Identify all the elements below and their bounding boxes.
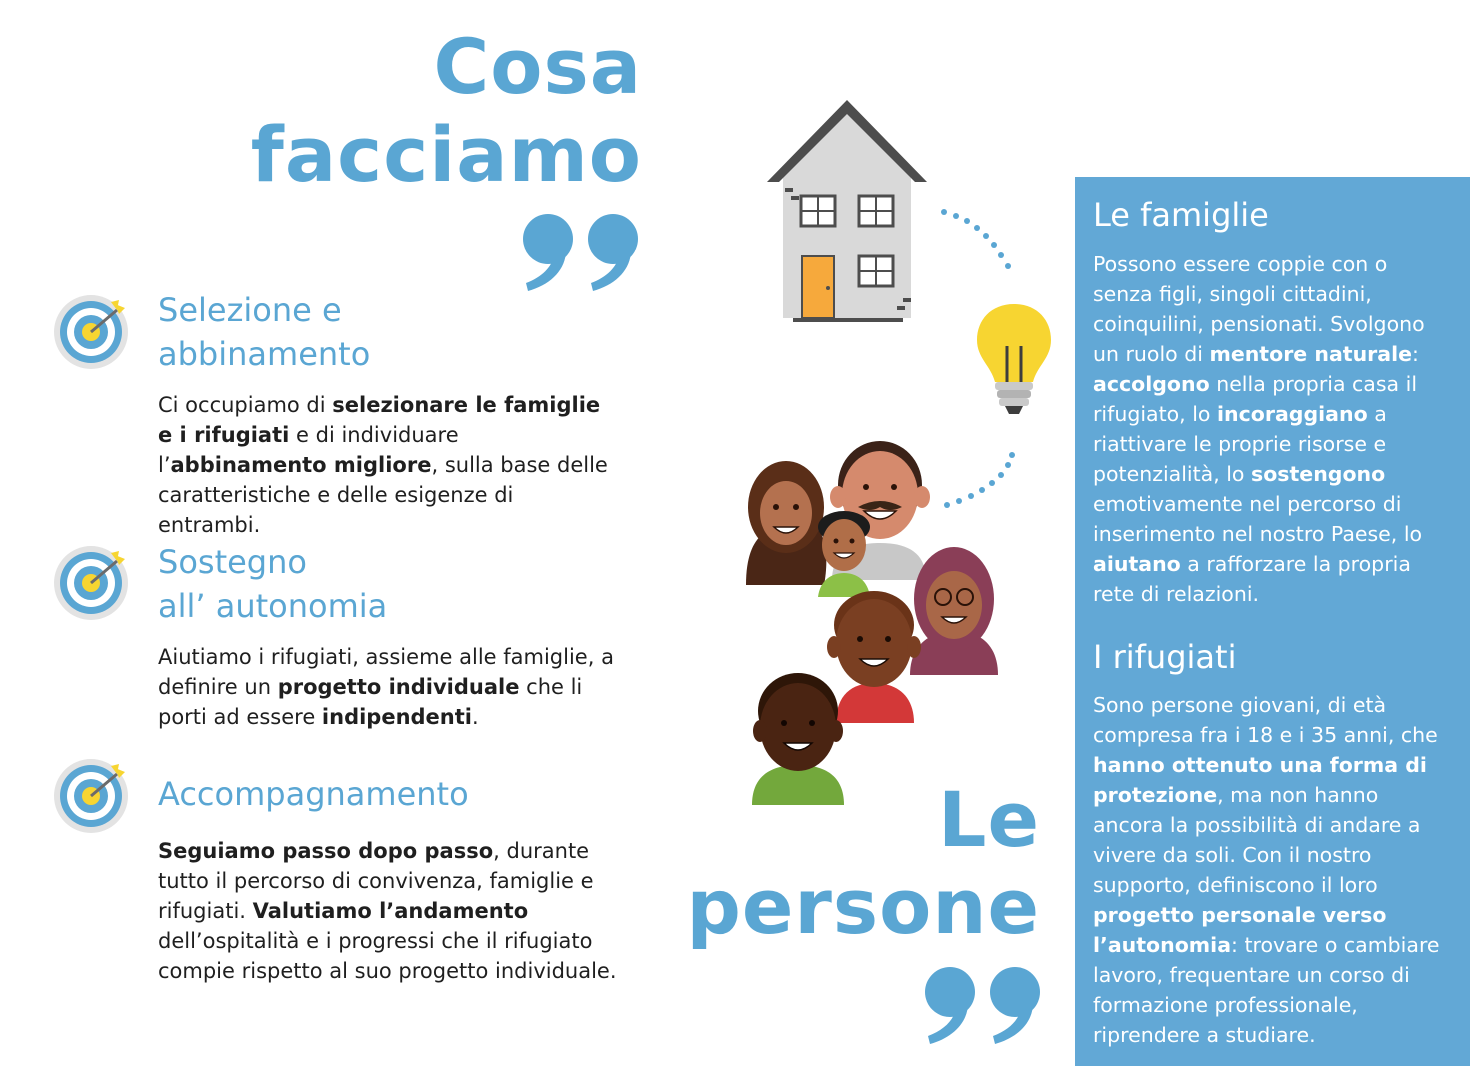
text-segment: a riattivare le proprie risorse e potenzialità, lo — [1093, 402, 1387, 486]
text-segment: dell’ospitalità e i progressi che il rifugiato compie rispetto al suo progetto individuale. — [158, 929, 617, 983]
dotted-arc-top — [930, 200, 1030, 294]
bold-text-segment: indipendenti — [321, 705, 472, 729]
text-segment: Possono essere coppie con o senza figli, singoli cittadini, coinquilini, pensionati. Svolgono un ruolo di — [1093, 252, 1425, 366]
bold-text-segment: aiutano — [1093, 552, 1181, 576]
bold-text-segment: sostengono — [1251, 462, 1386, 486]
title-cosa: Cosa — [433, 22, 642, 111]
bold-text-segment: progetto personale verso l’autonomia — [1093, 903, 1387, 957]
bold-text-segment: incoraggiano — [1216, 402, 1368, 426]
text-segment: a rafforzare la propria rete di relazioni. — [1093, 552, 1411, 606]
text-segment: : — [1412, 342, 1419, 366]
text-segment: emotivamente nel percorso di inserimento nel nostro Paese, lo — [1093, 492, 1423, 546]
text-segment: Sono persone giovani, di età compresa fra i 18 e i 35 anni, che — [1093, 693, 1438, 747]
service-text-selezione — [158, 390, 618, 540]
panel-title-rifugiati: I rifugiati — [1093, 638, 1237, 676]
text-segment: , ma non hanno ancora la possibilità di andare a vivere da soli. Con il nostro supporto, definiscono il loro — [1093, 783, 1421, 897]
title-le: Le — [938, 775, 1040, 864]
title-facciamo: facciamo — [250, 110, 642, 199]
bold-text-segment: hanno ottenuto una forma di protezione — [1093, 753, 1427, 807]
house-icon — [765, 100, 930, 329]
bold-text-segment: Valutiamo l’andamento — [252, 899, 529, 923]
service-text-sostegno — [158, 642, 618, 732]
text-segment: Ci occupiamo di — [158, 393, 333, 417]
panel-text-rifugiati — [1093, 690, 1453, 1050]
text-segment: che li porti ad essere — [158, 675, 583, 729]
bold-text-segment: Seguiamo passo dopo passo — [158, 839, 494, 863]
text-segment: nella propria casa il rifugiato, lo — [1093, 372, 1418, 426]
text-segment: e di individuare l’ — [158, 423, 459, 477]
target-icon — [53, 543, 133, 623]
panel-text-famiglie — [1093, 249, 1453, 609]
panel-title-famiglie: Le famiglie — [1093, 196, 1269, 234]
target-icon — [53, 756, 133, 836]
text-segment: : trovare o cambiare lavoro, frequentare un corso di formazione professionale, riprendere a studiare. — [1093, 933, 1440, 1047]
people-illustration — [740, 435, 1010, 819]
service-text-accompagnamento — [158, 836, 618, 986]
service-title-selezione: Selezione e abbinamento — [158, 291, 371, 373]
text-segment: , sulla base delle caratteristiche e delle esigenze di entrambi. — [158, 453, 608, 537]
text-segment: , durante tutto il percorso di convivenza, famiglie e rifugiati. — [158, 839, 594, 923]
bold-text-segment: mentore naturale — [1209, 342, 1413, 366]
text-segment: . — [472, 705, 479, 729]
quote-mark-icon — [520, 205, 645, 299]
bold-text-segment: progetto individuale — [277, 675, 520, 699]
quote-mark-icon — [922, 958, 1047, 1052]
service-title-accompagnamento: Accompagnamento — [158, 775, 469, 813]
bold-text-segment: accolgono — [1093, 372, 1210, 396]
bold-text-segment: abbinamento migliore — [170, 453, 432, 477]
target-icon — [53, 292, 133, 372]
lightbulb-icon — [973, 300, 1055, 424]
service-title-sostegno: Sostegno all’ autonomia — [158, 543, 388, 625]
text-segment: Aiutiamo i rifugiati, assieme alle famiglie, a definire un — [158, 645, 614, 699]
bold-text-segment: selezionare le famiglie e i rifugiati — [158, 393, 601, 447]
info-panel — [1075, 177, 1470, 1066]
title-persone: persone — [686, 862, 1040, 951]
